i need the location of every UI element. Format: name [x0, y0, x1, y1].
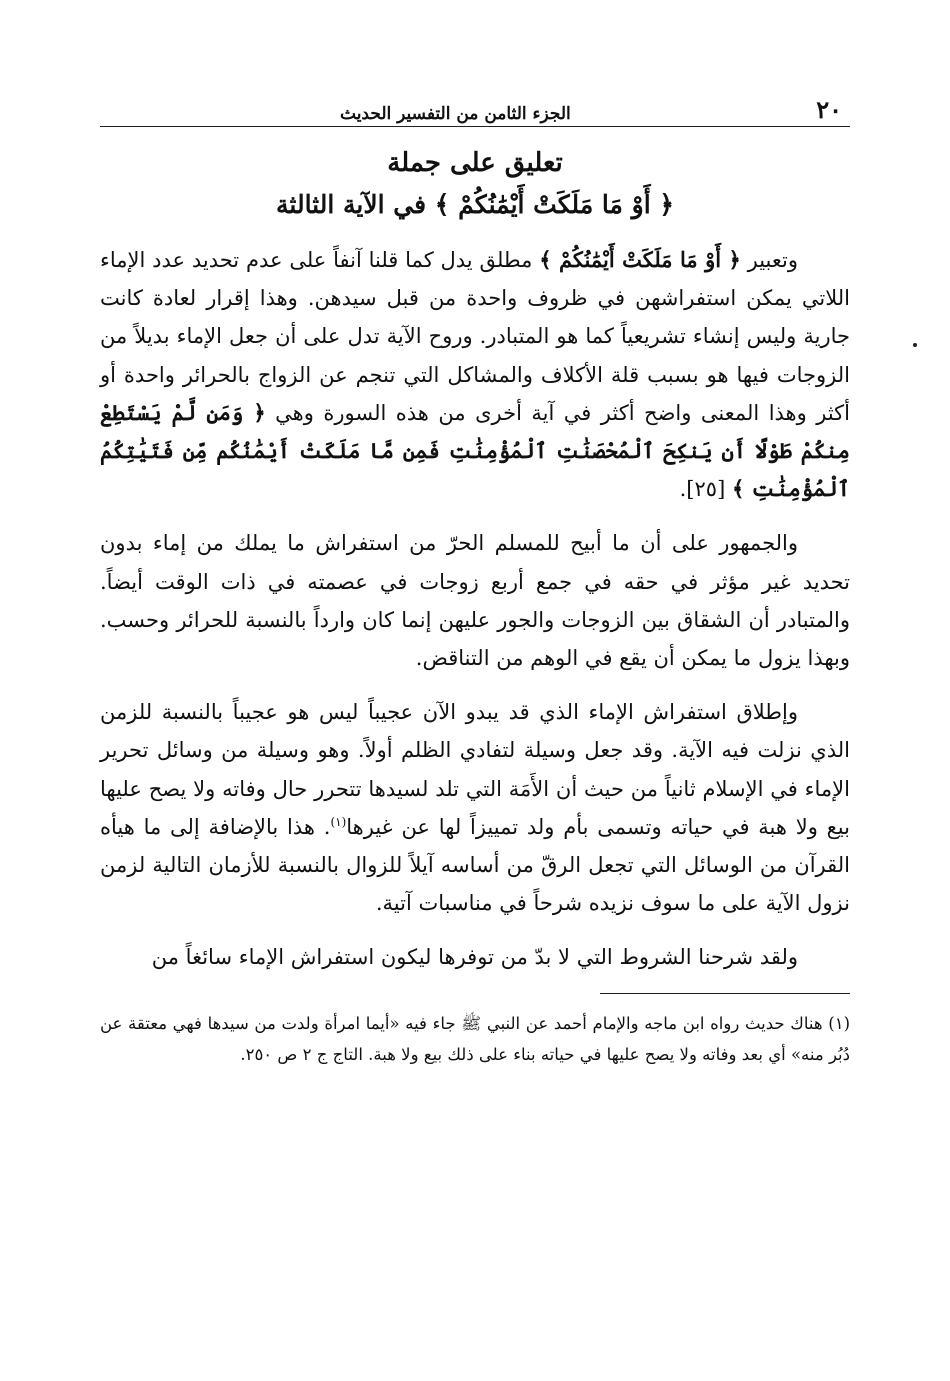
paragraph-3: [100, 693, 850, 922]
paragraph-4: ولقد شرحنا الشروط التي لا بدّ من توفرها ليكون استفراش الإماء سائغاً من: [151, 945, 798, 970]
quran-verse-block: ﴿ وَمَن لَّمْ يَسْتَطِعْ مِنكُمْ طَوْلًا أَن يَنكِحَ ٱلْمُحْصَنَٰتِ ٱلْمُؤْمِنَٰتِ فَمِن مَّا مَلَكَتْ أَيْمَٰنُكُم مِّن فَتَيَٰتِكُمُ ٱلْمُؤْمِنَٰتِ ﴾: [100, 399, 850, 502]
paragraph-3-after-ref: . هذا بالإضافة إلى ما هيأه القرآن من الوسائل التي تجعل الرقّ من أساسه آيلاً للزوال بالنسبة للأزمان التالية لزمن نزول الآية على ما سوف نزيده شرحاً في مناسبات آتية.: [100, 814, 850, 916]
paragraph-1-tail: [٢٥].: [679, 477, 732, 502]
paragraph-1: [100, 241, 850, 508]
stray-ink-dot: [913, 343, 917, 347]
paragraph-3-before-ref: وإطلاق استفراش الإماء الذي قد يبدو الآن عجيباً ليس هو عجيباً بالنسبة للزمن الذي نزلت فيه الآية. وقد جعل وسيلة لتفادي الظلم أولاً. وهو وسيلة من وسائل تحرير الإماء في الإسلام ثانياً من حيث أن الأَمَة التي تلد لسيدها تتحرر حال وفاته ولا يصح عليها بيع ولا هبة في حياته وتسمى بأم ولد تمييزاً لها عن غيرها: [100, 700, 850, 839]
heading-suffix: في الآية الثالثة: [276, 190, 427, 219]
footnote-reference[interactable]: (١): [330, 814, 347, 829]
section-heading: [100, 143, 850, 227]
footnote: [100, 1008, 850, 1070]
body-text: [100, 241, 850, 977]
footnote-marker: (١): [828, 1013, 850, 1033]
quran-verse-inline: ﴿ أَوْ مَا مَلَكَتْ أَيْمَٰنُكُمْ ﴾: [539, 247, 741, 272]
running-title: الجزء الثامن من التفسير الحديث: [340, 104, 571, 124]
book-page: [100, 88, 850, 1070]
paragraph-1-lead: وتعبير: [740, 248, 798, 272]
page-number: ٢٠: [816, 95, 842, 124]
footnote-divider: [600, 993, 850, 994]
heading-verse: ﴿ أَوْ مَا مَلَكَتْ أَيْمَٰنُكُمْ ﴾: [434, 190, 674, 219]
paragraph-2: والجمهور على أن ما أبيح للمسلم الحرّ من استفراش ما يملك من إماء بدون تحديد غير مؤثر في حقه في جمع أربع زوجات في عصمته في ذات الوقت أيضاً. والمتبادر أن الشقاق بين الزوجات والجور عليهن إنما كان وارداً بالنسبة للحرائر وحسب. وبهذا يزول ما يمكن أن يقع في الوهم من التناقض.: [100, 531, 850, 671]
paragraph-1-middle: مطلق يدل كما قلنا آنفاً على عدم تحديد عدد الإماء اللاتي يمكن استفراشهن في ظروف واحدة من قبل سيدهن. وهذا إقرار لعادة كانت جارية وليس إنشاء تشريعياً كما هو المتبادر. وروح الآية تدل على أن جعل الإماء بديلاً من الزوجات فيها هو بسبب قلة الأكلاف والمشاكل التي تنجم عن الزواج بالحرائر واحدة أو أكثر وهذا المعنى واضح أكثر في آية أخرى من هذه السورة وهي: [100, 248, 850, 425]
footnote-text: هناك حديث رواه ابن ماجه والإمام أحمد عن النبي ﷺ جاء فيه «أيما امرأة ولدت من سيدها فهي معتقة عن دُبُر منه» أي بعد وفاته ولا يصح عليها في حياته بناء على ذلك بيع ولا هبة. التاج ج ٢ ص ٢٥٠.: [100, 1013, 850, 1064]
page-header: [100, 88, 850, 127]
heading-line-1: تعليق على جملة: [387, 148, 563, 178]
heading-line-2: [100, 183, 850, 227]
